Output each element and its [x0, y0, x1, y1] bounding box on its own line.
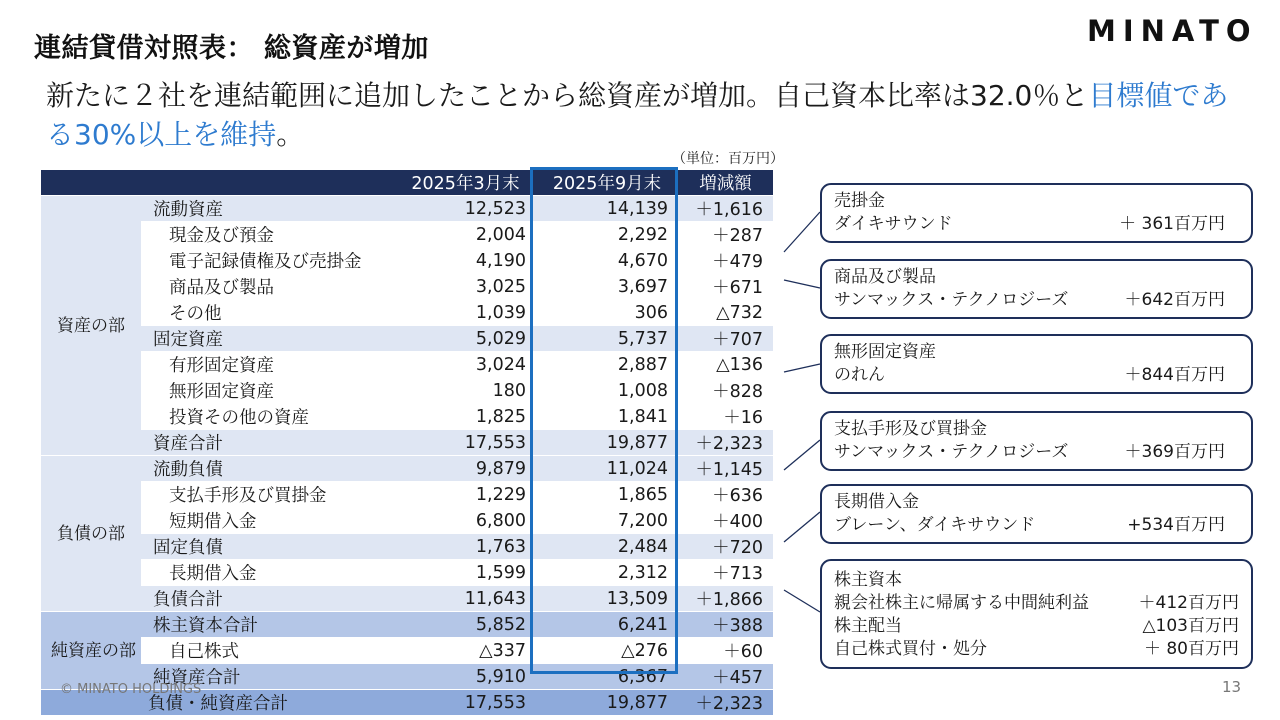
row-label: 自己株式 — [141, 638, 395, 664]
connector-line — [784, 512, 820, 542]
callout-line-amount: △103百万円 — [1142, 616, 1239, 636]
callout-line-amount: ＋369百万円 — [1124, 442, 1225, 462]
lead-highlight: 目標値である30%以上を維持 — [46, 79, 1229, 151]
value-mar: 180 — [395, 378, 536, 404]
callout-line-amount: ＋412百万円 — [1138, 593, 1239, 613]
value-sep: 5,737 — [536, 326, 678, 352]
value-mar: 5,910 — [395, 664, 536, 690]
page-title: 連結貸借対照表： 総資産が増加 — [34, 33, 429, 64]
callout-line-amount: +534百万円 — [1127, 515, 1225, 535]
value-diff: ＋388 — [678, 612, 773, 638]
value-diff: △136 — [678, 352, 773, 378]
callout-line-name: 株主配当 — [834, 616, 902, 636]
value-sep: 6,241 — [536, 612, 678, 638]
callout-line-name: サンマックス・テクノロジーズ — [834, 290, 1069, 310]
row-label: その他 — [141, 300, 395, 326]
value-diff: ＋713 — [678, 560, 773, 586]
callout-line — [834, 638, 1239, 661]
company-logo: MINATO — [1087, 14, 1258, 48]
value-mar: 1,825 — [395, 404, 536, 430]
value-mar: 17,553 — [395, 690, 536, 716]
value-mar: 5,852 — [395, 612, 536, 638]
value-mar: 1,229 — [395, 482, 536, 508]
callout-line — [834, 364, 1239, 387]
row-label: 無形固定資産 — [141, 378, 395, 404]
value-mar: 2,004 — [395, 222, 536, 248]
value-mar: 3,024 — [395, 352, 536, 378]
value-sep: 6,367 — [536, 664, 678, 690]
callout-shareholders-equity — [820, 559, 1253, 669]
connector-line — [784, 364, 820, 372]
value-diff: ＋16 — [678, 404, 773, 430]
copyright: © MINATO HOLDINGS — [60, 682, 202, 697]
value-mar: 12,523 — [395, 196, 536, 222]
value-diff: ＋1,145 — [678, 456, 773, 482]
value-mar: 4,190 — [395, 248, 536, 274]
callout-line-amount: ＋844百万円 — [1124, 365, 1225, 385]
value-mar: 5,029 — [395, 326, 536, 352]
value-sep: 14,139 — [536, 196, 678, 222]
callout-line — [834, 289, 1239, 312]
callout-title: 長期借入金 — [834, 492, 919, 512]
value-sep: 19,877 — [536, 430, 678, 456]
value-sep: 3,697 — [536, 274, 678, 300]
value-diff: ＋720 — [678, 534, 773, 560]
callout-line-name: 自己株式買付・処分 — [834, 639, 987, 659]
value-diff: ＋457 — [678, 664, 773, 690]
lead-end: 。 — [276, 118, 305, 151]
callout-line-name: サンマックス・テクノロジーズ — [834, 442, 1069, 462]
row-label: 固定負債 — [141, 534, 395, 560]
lead-main: 新たに２社を連結範囲に追加したことから総資産が増加。自己資本比率は32.0％と — [46, 79, 1089, 112]
row-label: 支払手形及び買掛金 — [141, 482, 395, 508]
value-diff: ＋636 — [678, 482, 773, 508]
callout-line — [834, 213, 1239, 236]
row-label: 流動資産 — [141, 196, 395, 222]
callout-line — [834, 441, 1239, 464]
value-mar: 11,643 — [395, 586, 536, 612]
value-mar: 17,553 — [395, 430, 536, 456]
callout-title: 商品及び製品 — [834, 267, 936, 287]
callout-payables — [820, 411, 1253, 471]
value-mar: 3,025 — [395, 274, 536, 300]
value-sep: 306 — [536, 300, 678, 326]
callout-line-amount: ＋642百万円 — [1124, 290, 1225, 310]
value-diff: ＋1,616 — [678, 196, 773, 222]
value-diff: ＋2,323 — [678, 690, 773, 716]
value-mar: △337 — [395, 638, 536, 664]
value-sep: △276 — [536, 638, 678, 664]
value-sep: 1,008 — [536, 378, 678, 404]
header-mar: 2025年3月末 — [395, 170, 536, 196]
callout-line-name: 親会社株主に帰属する中間純利益 — [834, 593, 1089, 613]
section-liabilities: 負債の部 — [41, 456, 141, 612]
value-diff: ＋287 — [678, 222, 773, 248]
value-sep: 13,509 — [536, 586, 678, 612]
callout-title: 無形固定資産 — [834, 342, 936, 362]
callout-intangibles — [820, 334, 1253, 394]
value-diff: ＋479 — [678, 248, 773, 274]
callout-line — [834, 514, 1239, 537]
row-label: 負債・純資産合計 — [41, 690, 395, 716]
row-label: 株主資本合計 — [141, 612, 395, 638]
value-sep: 1,841 — [536, 404, 678, 430]
callout-line — [834, 615, 1239, 638]
row-label: 負債合計 — [141, 586, 395, 612]
row-label: 商品及び製品 — [141, 274, 395, 300]
section-assets: 資産の部 — [41, 196, 141, 456]
row-label: 短期借入金 — [141, 508, 395, 534]
value-diff: ＋1,866 — [678, 586, 773, 612]
page-number: 13 — [1222, 678, 1242, 696]
row-label: 電子記録債権及び売掛金 — [141, 248, 395, 274]
value-sep: 2,887 — [536, 352, 678, 378]
callout-title: 売掛金 — [834, 191, 885, 211]
connector-line — [784, 212, 820, 252]
row-label: 投資その他の資産 — [141, 404, 395, 430]
value-mar: 1,599 — [395, 560, 536, 586]
callout-line-amount: ＋ 361百万円 — [1119, 214, 1225, 234]
callout-title: 支払手形及び買掛金 — [834, 419, 987, 439]
value-sep: 2,292 — [536, 222, 678, 248]
value-sep: 2,312 — [536, 560, 678, 586]
value-diff: △732 — [678, 300, 773, 326]
callout-line-name: のれん — [834, 365, 885, 385]
value-diff: ＋2,323 — [678, 430, 773, 456]
row-label: 固定資産 — [141, 326, 395, 352]
value-sep: 1,865 — [536, 482, 678, 508]
value-sep: 19,877 — [536, 690, 678, 716]
callout-inventory — [820, 259, 1253, 319]
row-label: 資産合計 — [141, 430, 395, 456]
row-label: 流動負債 — [141, 456, 395, 482]
callout-line — [834, 592, 1239, 615]
value-sep: 7,200 — [536, 508, 678, 534]
callout-line-amount: ＋ 80百万円 — [1143, 639, 1239, 659]
value-diff: ＋400 — [678, 508, 773, 534]
value-mar: 6,800 — [395, 508, 536, 534]
value-diff: ＋671 — [678, 274, 773, 300]
connector-line — [784, 440, 820, 470]
connector-line — [784, 280, 820, 288]
section-net-assets: 純資産の部 — [41, 612, 141, 690]
value-mar: 1,039 — [395, 300, 536, 326]
row-label: 有形固定資産 — [141, 352, 395, 378]
header-sep: 2025年9月末 — [536, 170, 678, 196]
row-label: 純資産合計 — [141, 664, 395, 690]
row-label: 長期借入金 — [141, 560, 395, 586]
value-sep: 4,670 — [536, 248, 678, 274]
value-sep: 11,024 — [536, 456, 678, 482]
callout-line-name: ダイキサウンド — [834, 214, 953, 234]
connector-line — [784, 590, 820, 612]
row-label: 現金及び預金 — [141, 222, 395, 248]
callout-long-term-loans — [820, 484, 1253, 544]
value-diff: ＋60 — [678, 638, 773, 664]
value-diff: ＋707 — [678, 326, 773, 352]
callout-title: 株主資本 — [834, 570, 902, 590]
callout-receivables — [820, 183, 1253, 243]
value-diff: ＋828 — [678, 378, 773, 404]
value-mar: 1,763 — [395, 534, 536, 560]
callout-line-name: ブレーン、ダイキサウンド — [834, 515, 1036, 535]
unit-note: （単位：百万円） — [672, 151, 784, 167]
value-mar: 9,879 — [395, 456, 536, 482]
header-diff: 増減額 — [678, 170, 773, 196]
value-sep: 2,484 — [536, 534, 678, 560]
